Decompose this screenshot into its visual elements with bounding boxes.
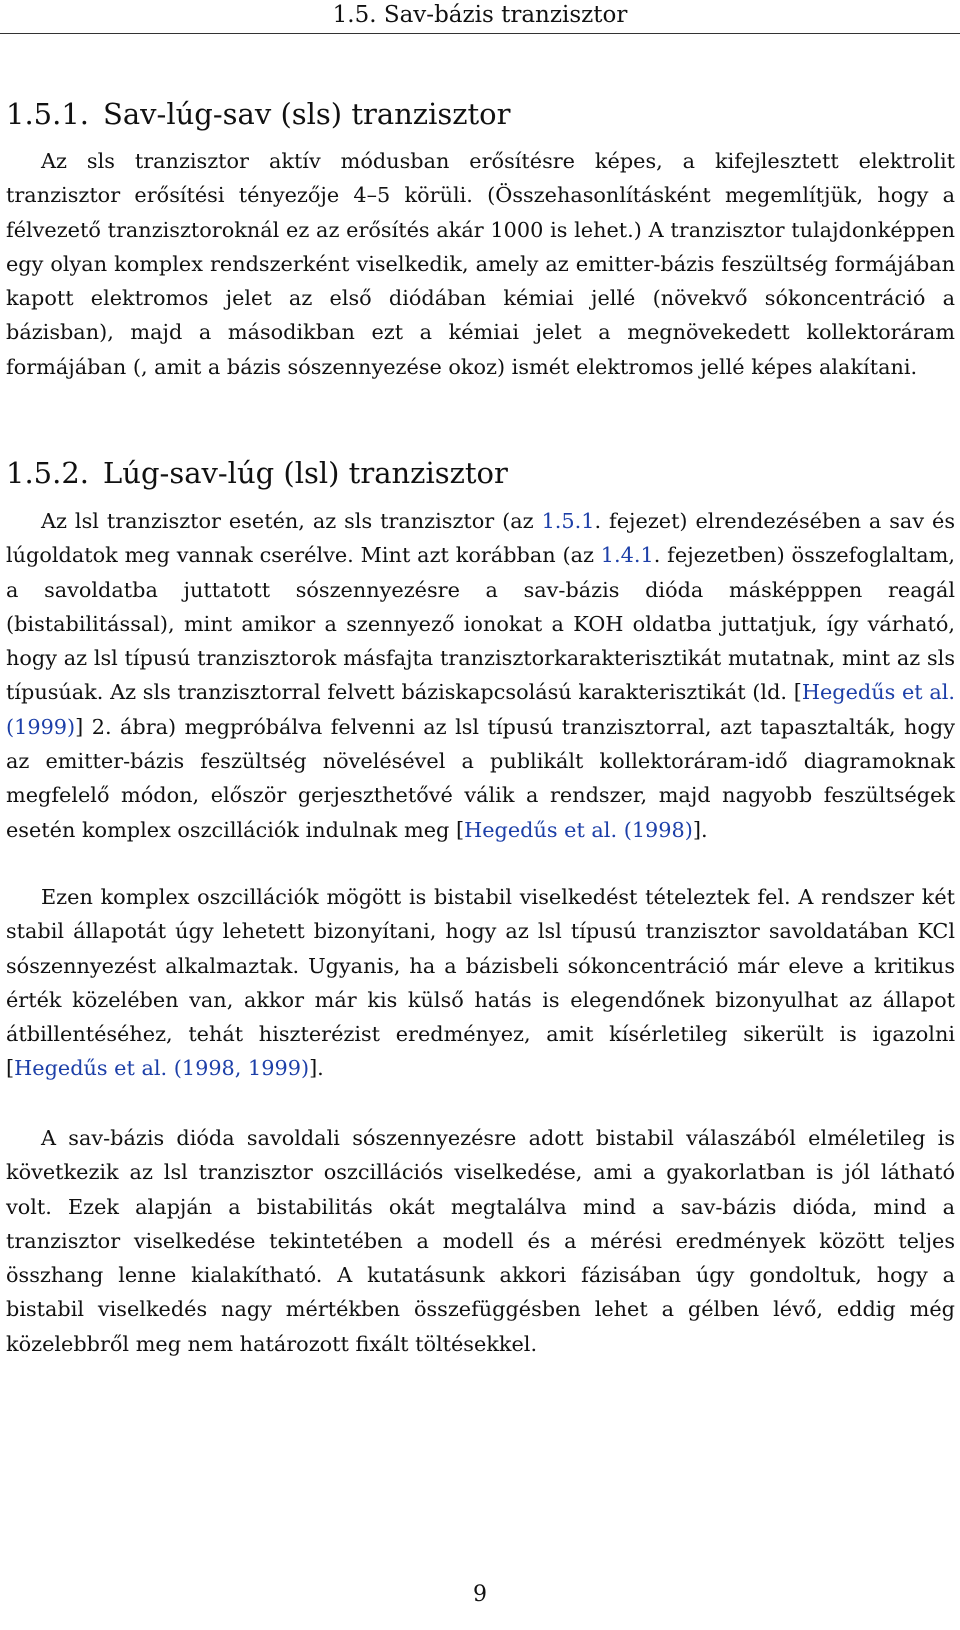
paragraph-text: ] 2. ábra) megpróbálva felvenni az lsl típusú tranzisztorral, azt tapasztalták, hogy az emitter-bázis feszültség növelésével a publikált kollektoráram-idő diagramoknak megfelelő módon, először gerjeszthetővé válik a rendszer, majd nagyobb feszültségek esetén komplex oszcillációk indulnak meg [ — [6, 714, 955, 842]
paragraph — [6, 504, 955, 847]
running-head: 1.5. Sav-bázis tranzisztor — [0, 0, 960, 34]
paragraph-text: Az lsl tranzisztor esetén, az sls tranzisztor (az — [41, 509, 542, 533]
cross-reference-link[interactable]: (1998, 1999) — [173, 1056, 310, 1081]
paragraph — [6, 1121, 955, 1361]
paragraph-text: . fejezetben) összefoglaltam, a savoldatba juttatott sószennyezésre a sav-bázis dióda másképppen reagál (bistabilitással), mint amikor a szennyező ionokat a KOH oldatba juttatjuk, így várható, hogy az lsl típusú tranzisztorok másfajta tranzisztorkarakterisztikát mutatnak, mint az sls típusúak. Az sls tranzisztorral felvett báziskapcsolású karakterisztikát (ld. [ — [6, 543, 955, 705]
section-heading-1-5-2 — [6, 455, 508, 491]
paragraph-text — [167, 1056, 174, 1080]
cross-reference-link[interactable]: Hegedűs et al. — [14, 1056, 168, 1081]
section-heading-1-5-1 — [6, 96, 511, 132]
cross-reference-link[interactable]: Hegedűs et al. — [464, 817, 618, 842]
paragraph-text: ]. — [309, 1056, 324, 1081]
cross-reference-link[interactable]: (1998) — [623, 817, 693, 842]
paragraph-text: ]. — [692, 817, 708, 842]
page-number: 9 — [473, 1582, 487, 1607]
paragraph-text: Az sls tranzisztor aktív módusban erősítésre képes, a kifejlesztett elektrolit tranzisztor erősítési tényezője 4–5 körüli. (Összehasonlításként megemlítjük, hogy a félvezető tranzisztoroknál ez az erősítés akár 1000 is lehet.) A tranzisztor tulajdonképpen egy olyan komplex rendszerként viselkedik, amely az emitter-bázis feszültség formájában kapott elektromos jelet az első diódában kémiai jellé (növekvő sókoncentráció a bázisban), majd a másodikban ezt a kémiai jelet a megnövekedett kollektoráram formájában (, amit a bázis sószennyezése okoz) ismét elektromos jellé képes alakítani. — [6, 149, 955, 379]
section-title: Sav-lúg-sav (sls) tranzisztor — [103, 97, 511, 131]
cross-reference-link[interactable]: 1.4.1 — [600, 543, 654, 568]
paragraph-text: . fejezet) elrendezésében a sav és lúgoldatok meg vannak cserélve. Mint azt korábban (az — [6, 509, 956, 568]
cross-reference-link[interactable]: Hegedűs et al. — [801, 680, 955, 705]
section-number: 1.5.2. — [6, 456, 90, 490]
paragraph — [6, 880, 955, 1086]
cross-reference-link[interactable]: 1.5.1 — [541, 509, 595, 533]
paragraph — [6, 144, 955, 384]
paragraph-text: A sav-bázis dióda savoldali sószennyezésre adott bistabil válaszából elméletileg is következik az lsl tranzisztor oszcillációs viselkedése, ami a gyakorlatban is jól látható volt. Ezek alapján a bistabilitás okát megtalálva mind a sav-bázis dióda, mind a tranzisztor viselkedése tekintetében a modell és a mérési eredmények között teljes összhang lenne kialakítható. A kutatásunk akkori fázisában úgy gondoltuk, hogy a bistabil viselkedés nagy mértékben összefüggésben lehet a gélben lévő, eddig még közelebbről meg nem határozott fixált töltésekkel. — [6, 1126, 955, 1356]
paragraph-text — [617, 818, 624, 842]
section-title: Lúg-sav-lúg (lsl) tranzisztor — [103, 456, 508, 490]
paragraph-text: Ezen komplex oszcillációk mögött is bistabil viselkedést tételeztek fel. A rendszer két stabil állapotát úgy lehetett bizonyítani, hogy az lsl típusú tranzisztor savoldatában KCl sószennyezést alkalmaztak. Ugyanis, ha a bázisbeli sókoncentráció már eleve a kritikus érték közelében van, akkor már kis külső hatás is elegendőnek bizonyulhat az állapot átbillentéséhez, tehát hiszterézist eredményez, amit kísérletileg sikerült is igazolni [ — [6, 885, 955, 1081]
section-number: 1.5.1. — [6, 97, 90, 131]
cross-reference-link[interactable]: (1999) — [6, 714, 76, 739]
